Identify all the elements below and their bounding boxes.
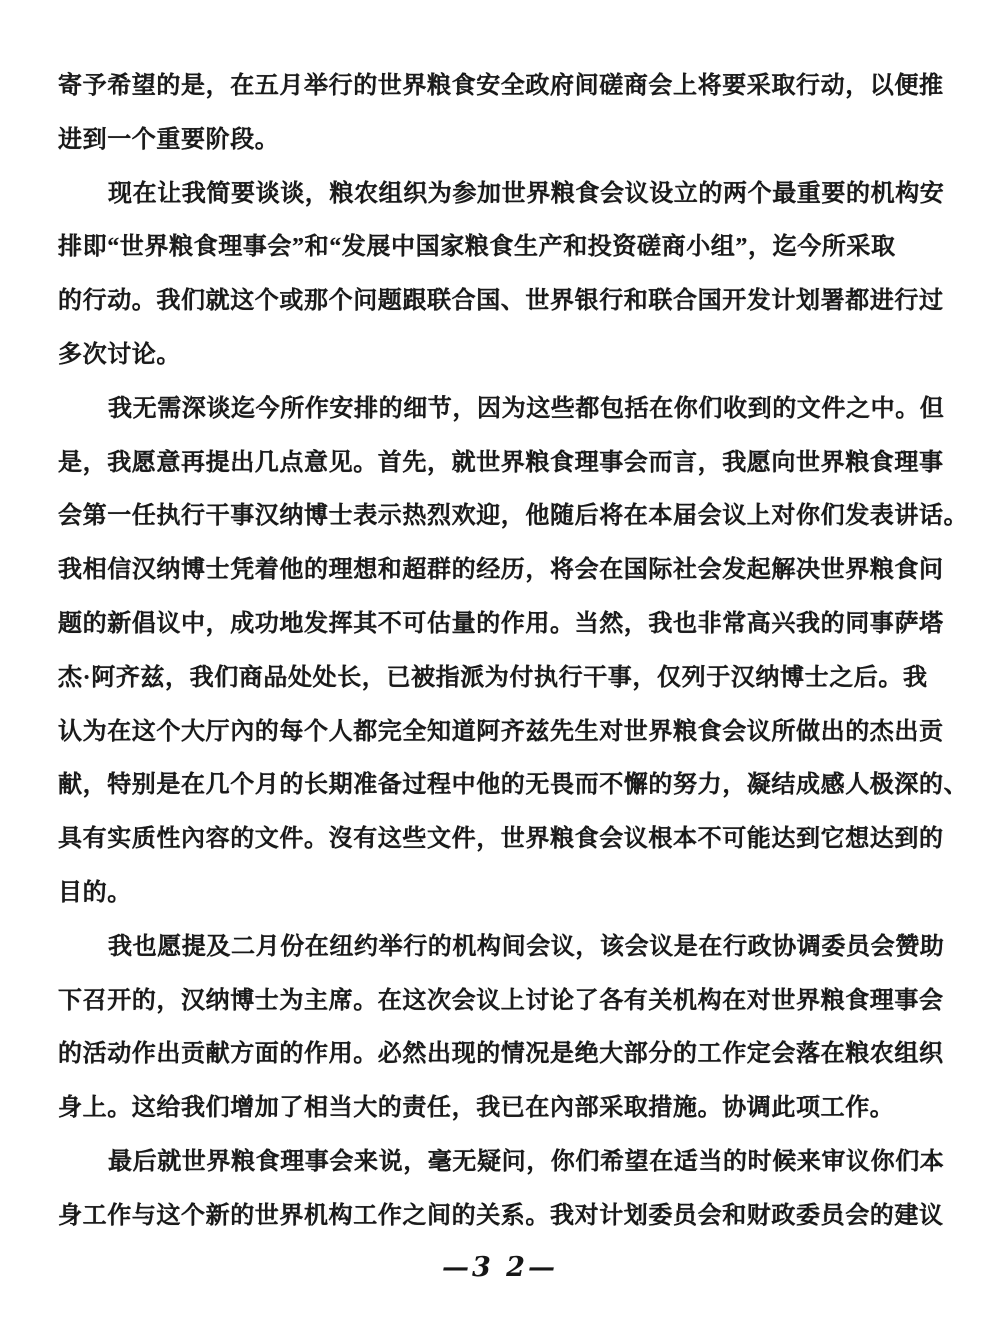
text-line: 现在让我简要谈谈，粮农组织为参加世界粮食会议设立的两个最重要的机构安	[108, 180, 945, 207]
text-line: 身上。这给我们增加了相当大的责任，我已在內部采取措施。协调此项工作。	[58, 1095, 895, 1122]
text-line: 是，我愿意再提出几点意见。首先，就世界粮食理事会而言，我愿向世界粮食理事	[58, 449, 944, 476]
text-line: 会第一任执行干事汉纳博士表示热烈欢迎，他随后将在本届会议上对你们发表讲话。	[58, 503, 969, 530]
text-line: 目的。	[58, 879, 132, 906]
text-line: 杰·阿齐兹，我们商品处处长，已被指派为付执行干事，仅列于汉纳博士之后。我	[58, 664, 928, 691]
text-line: 我无需深谈迄今所作安排的细节，因为这些都包括在你们收到的文件之中。但	[108, 395, 945, 422]
text-line: 排即“世界粮食理事会”和“发展中国家粮食生产和投资磋商小组”，迄今所采取	[58, 234, 896, 261]
text-line: 的活动作出贡献方面的作用。必然出现的情况是绝大部分的工作定会落在粮农组织	[58, 1041, 944, 1068]
page-number: —3 2—	[442, 1252, 558, 1283]
text-line: 认为在这个大厅內的每个人都完全知道阿齐兹先生对世界粮食会议所做出的杰出贡	[58, 718, 944, 745]
text-line: 身工作与这个新的世界机构工作之间的关系。我对计划委员会和财政委员会的建议	[58, 1202, 944, 1229]
text-line: 进到一个重要阶段。	[58, 126, 280, 153]
text-line: 献，特别是在几个月的长期准备过程中他的无畏而不懈的努力，凝结成感人极深的、	[58, 772, 969, 799]
text-line: 寄予希望的是，在五月举行的世界粮食安全政府间磋商会上将要采取行动，以便推	[58, 73, 944, 99]
text-line: 我相信汉纳博士凭着他的理想和超群的经历，将会在国际社会发起解决世界粮食问	[58, 557, 944, 584]
text-line: 最后就世界粮食理事会来说，毫无疑问，你们希望在适当的时候来审议你们本	[108, 1148, 945, 1175]
text-line: 多次讨论。	[58, 341, 181, 368]
text-line: 具有实质性內容的文件。沒有这些文件，世界粮食会议根本不可能达到它想达到的	[58, 826, 944, 853]
text-line: 下召开的，汉纳博士为主席。在这次会议上讨论了各有关机构在对世界粮食理事会	[58, 987, 944, 1014]
text-line: 题的新倡议中，成功地发挥其不可估量的作用。当然，我也非常高兴我的同事萨塔	[58, 610, 944, 637]
text-line: 我也愿提及二月份在纽约举行的机构间会议，该会议是在行政协调委员会赞助	[108, 933, 945, 960]
document-text-body	[58, 60, 969, 1244]
text-line: 的行动。我们就这个或那个问题跟联合国、世界银行和联合国开发计划署都进行过	[58, 288, 944, 315]
